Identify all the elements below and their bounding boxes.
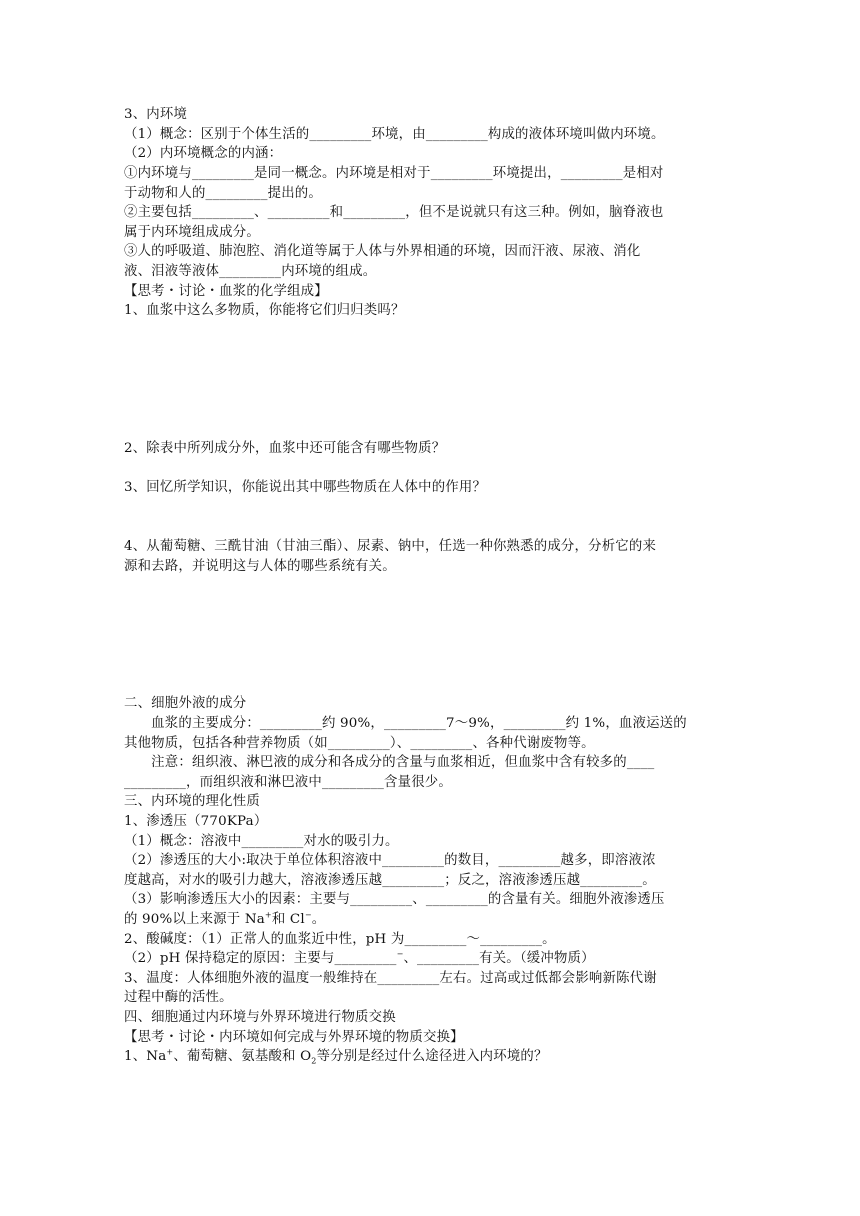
superscript: − bbox=[396, 949, 404, 959]
text-line: 于动物和人的_________提出的。 bbox=[124, 186, 322, 201]
text-line: 属于内环境组成成分。 bbox=[124, 225, 260, 240]
text-fragment: 等分别是经过什么途径进入内环境的？ bbox=[316, 1049, 548, 1064]
text-fragment: 。 bbox=[311, 912, 326, 927]
text-line: 其他物质，包括各种营养物质（如_________）、_________、各种代谢废物等。 bbox=[124, 736, 595, 751]
question-line: 3、回忆所学知识，你能说出其中哪些物质在人体中的作用？ bbox=[124, 480, 487, 495]
text-line bbox=[124, 949, 744, 969]
text-line: 注意：组织液、淋巴液的成分和各成分的含量与血浆相近，但血浆中含有较多的____ bbox=[124, 755, 655, 770]
text-line bbox=[124, 910, 744, 930]
heading-material-exchange: 四、细胞通过内环境与外界环境进行物质交换 bbox=[124, 1010, 396, 1025]
text-fragment: 1、Na bbox=[124, 1049, 167, 1064]
text-line: 1、渗透压（770KPa） bbox=[124, 814, 268, 829]
text-line: （2）渗透压的大小:取决于单位体积溶液中_________的数目，_________越多，即溶液浓 bbox=[124, 853, 656, 868]
text-line: 过程中酶的活性。 bbox=[124, 990, 233, 1005]
question-line: 1、血浆中这么多物质，你能将它们归归类吗？ bbox=[124, 303, 405, 318]
text-line: （1）概念：溶液中_________对水的吸引力。 bbox=[124, 834, 399, 849]
heading-internal-environment: 3、内环境 bbox=[124, 107, 188, 122]
heading-extracellular-fluid: 二、细胞外液的成分 bbox=[124, 696, 247, 711]
text-line: 度越高，对水的吸引力越大，溶液渗透压越_________；反之，溶液渗透压越_________。 bbox=[124, 873, 656, 888]
superscript: − bbox=[304, 910, 312, 920]
section-discussion-exchange: 【思考・讨论・内环境如何完成与外界环境的物质交换】 bbox=[124, 1030, 464, 1045]
text-line: （2）内环境概念的内涵： bbox=[124, 146, 283, 161]
text-line: 2、酸碱度：（1）正常人的血浆近中性，pH 为_________～_________。 bbox=[124, 932, 556, 947]
text-fragment: 、葡萄糖、氨基酸和 O bbox=[173, 1049, 312, 1064]
superscript: + bbox=[166, 1047, 174, 1057]
question-line bbox=[124, 1047, 744, 1067]
text-line: （1）概念：区别于个体生活的_________环境，由_________构成的液体环境叫做内环境。 bbox=[124, 127, 665, 142]
text-fragment: 的 90%以上来源于 Na bbox=[124, 912, 265, 927]
text-fragment: 、_________有关。（缓冲物质） bbox=[403, 951, 595, 966]
text-line: ②主要包括_________、_________和_________，但不是说就只有这三种。例如，脑脊液也 bbox=[124, 205, 664, 220]
subscript: 2 bbox=[311, 1056, 317, 1066]
question-line: 2、除表中所列成分外，血浆中还可能含有哪些物质？ bbox=[124, 441, 446, 456]
text-fragment: 和 Cl bbox=[271, 912, 305, 927]
text-line: 血浆的主要成分：_________约 90%，_________7～9%，_________约 1%，血液运送的 bbox=[124, 716, 687, 731]
question-line: 4、从葡萄糖、三酰甘油（甘油三酯）、尿素、钠中，任选一种你熟悉的成分，分析它的来 bbox=[124, 539, 657, 554]
question-line: 源和去路，并说明这与人体的哪些系统有关。 bbox=[124, 559, 396, 574]
heading-physicochemical: 三、内环境的理化性质 bbox=[124, 794, 260, 809]
text-line: ③人的呼吸道、肺泡腔、消化道等属于人体与外界相通的环境，因而汗液、尿液、消化 bbox=[124, 244, 641, 259]
text-line: 液、泪液等液体_________内环境的组成。 bbox=[124, 264, 377, 279]
section-discussion-plasma: 【思考・讨论・血浆的化学组成】 bbox=[124, 284, 328, 299]
text-line: ①内环境与_________是同一概念。内环境是相对于_________环境提出，_________是相对 bbox=[124, 166, 664, 181]
text-fragment: （2）pH 保持稳定的原因：主要与_________ bbox=[124, 951, 397, 966]
text-line: _________，而组织液和淋巴液中_________含量很少。 bbox=[124, 775, 452, 790]
text-line: （3）影响渗透压大小的因素：主要与_________、_________的含量有关。细胞外液渗透压 bbox=[124, 892, 665, 907]
text-line: 3、温度：人体细胞外液的温度一般维持在_________左右。过高或过低都会影响新陈代谢 bbox=[124, 971, 657, 986]
superscript: + bbox=[264, 910, 272, 920]
